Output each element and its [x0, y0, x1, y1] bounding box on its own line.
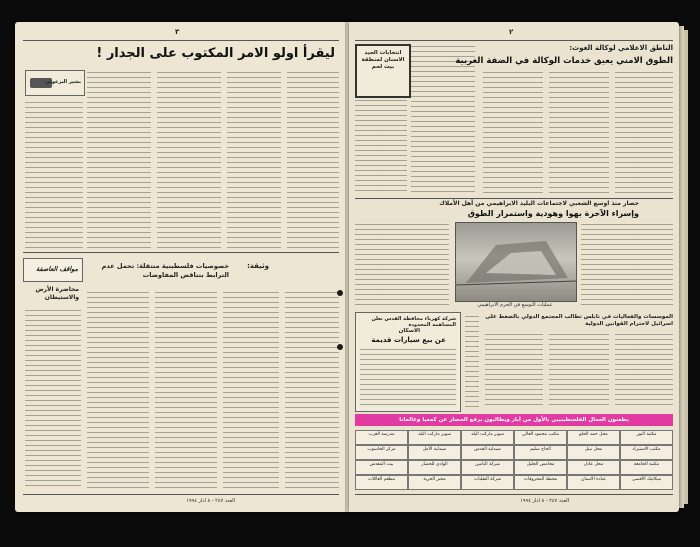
photo-caption: عمليات التوسع في الحرم الابراهيمي	[477, 302, 553, 308]
ad-cell: عيادة الاسنان	[567, 475, 620, 490]
ad-cell: مخبز الحرية	[408, 475, 461, 490]
feature-column	[223, 290, 279, 488]
sidebar-title: محاضرة الأرض والاستيطان	[35, 286, 79, 301]
feature-column	[87, 290, 149, 488]
strip-subheadline: وإسراء الآخرة بهوا وهودية واستمرار الطوق	[467, 209, 639, 218]
divider	[23, 40, 339, 41]
news-photo	[455, 222, 577, 302]
ad-cell: محل نبيل	[567, 445, 620, 460]
divider	[23, 494, 339, 495]
divider	[355, 198, 673, 199]
feature-label: وثيقة:	[247, 262, 269, 270]
article-column	[25, 100, 83, 248]
column-logo-box	[23, 258, 83, 282]
page-footer: العدد ٢٤٧ - ٨ آذار ١٩٩٤	[520, 498, 569, 504]
article-column	[485, 332, 543, 408]
article-column	[581, 222, 673, 306]
sale-notice-title: شركة كهرباء محافظة القدس تعلن المساهمة المحدودة	[371, 316, 456, 328]
article-column	[549, 332, 609, 408]
ad-cell: الحاج سليم	[514, 445, 567, 460]
article-column	[615, 70, 673, 194]
ad-cell: مكتب الاستيراد	[620, 445, 673, 460]
byline: بشير البرغوثي	[44, 79, 81, 85]
ad-cell: ميكانيك الأقصى	[620, 475, 673, 490]
notice-box	[355, 44, 411, 98]
byline-box	[25, 70, 85, 96]
article-column	[287, 70, 339, 248]
sale-notice-box	[355, 312, 461, 412]
divider	[355, 494, 673, 495]
masthead: الناطق الاعلامي لوكالة الغوث:	[569, 44, 673, 52]
ad-cell: مكتب محمود العالي	[514, 430, 567, 445]
article-column	[615, 332, 673, 408]
ad-cell: بيت المقدس	[355, 460, 408, 475]
page-footer: العدد ٢٤٧ - ٨ آذار ١٩٩٤	[186, 498, 235, 504]
article-column	[549, 70, 609, 194]
ad-cell: سوبر ماركت البلد	[461, 430, 514, 445]
sale-notice-subtitle: الاسكان	[398, 328, 420, 334]
article-column	[465, 314, 479, 408]
ad-cell: شركة النقليات	[461, 475, 514, 490]
ad-cell: صيدلية الأمل	[408, 445, 461, 460]
column-logo: مواقف العاصفة	[36, 265, 78, 273]
divider	[23, 252, 339, 253]
article-column	[411, 44, 475, 194]
ad-cell: مطعم العائلات	[355, 475, 408, 490]
strip-headline: حصار منذ اوسع الشعبي لاجتماعات البليد الابراهيمي من أهل الأملاك	[439, 200, 639, 207]
article-column	[483, 70, 543, 194]
side-headline: الموسسات والفعاليات في نابلس تطالب المجتمع الدولي بالضغط على اسرائيل لاحترام القوانين الدولية	[485, 314, 673, 327]
ad-cell: مدرسة العرب	[355, 430, 408, 445]
binding-hole	[337, 290, 343, 296]
solidarity-banner: يطعنون العمال الفلسطينيين بالأول من أيار ويطالبون برفع الحصار عن كمعيا وعالمانا	[355, 414, 673, 426]
article-column	[87, 70, 151, 248]
sidebar-text	[25, 308, 81, 488]
feature-headline: خصوصيات فلسطينية منتقلة: تحمل عدم الترابط بتناقض المفاوضات	[101, 262, 229, 279]
binding-hole	[337, 344, 343, 350]
sale-notice-table	[360, 347, 456, 407]
ad-cell: سوبر ماركت البلد	[408, 430, 461, 445]
sale-notice-headline: عن بيع سيارات قديمة	[371, 336, 446, 344]
article-column	[227, 70, 281, 248]
notice-title: انتخابات الجيد الاسنان لمنطقة بيت لحم	[361, 50, 405, 70]
page-number: ٢	[509, 28, 514, 36]
page-edge	[684, 30, 688, 504]
left-newspaper-page	[15, 22, 347, 512]
ad-cell: محل عادل	[567, 460, 620, 475]
ad-cell: شركة التأمين	[461, 460, 514, 475]
ad-cell: محل حمد الحلو	[567, 430, 620, 445]
ad-cell: محامص الجليل	[514, 460, 567, 475]
feature-column	[285, 290, 339, 488]
ad-cell: مكتبة النور	[620, 430, 673, 445]
page-headline: ليقرأ اولو الامر المكتوب على الجدار !	[96, 46, 335, 61]
ad-cell: محطة المحروقات	[514, 475, 567, 490]
page-headline: الطوق الامني يعيق خدمات الوكالة في الضفة الغربية	[455, 56, 673, 66]
feature-column	[155, 290, 217, 488]
right-newspaper-page	[349, 22, 679, 512]
ad-cell: صيدلية القدس	[461, 445, 514, 460]
article-column	[157, 70, 221, 248]
article-column	[355, 222, 449, 306]
page-number: ٣	[175, 28, 180, 36]
divider	[355, 40, 673, 41]
article-column	[355, 98, 407, 194]
ad-cell: مكتبة الجامعة	[620, 460, 673, 475]
ad-cell: الوادي للخضار	[408, 460, 461, 475]
ad-cell: مركز الحاسوب	[355, 445, 408, 460]
